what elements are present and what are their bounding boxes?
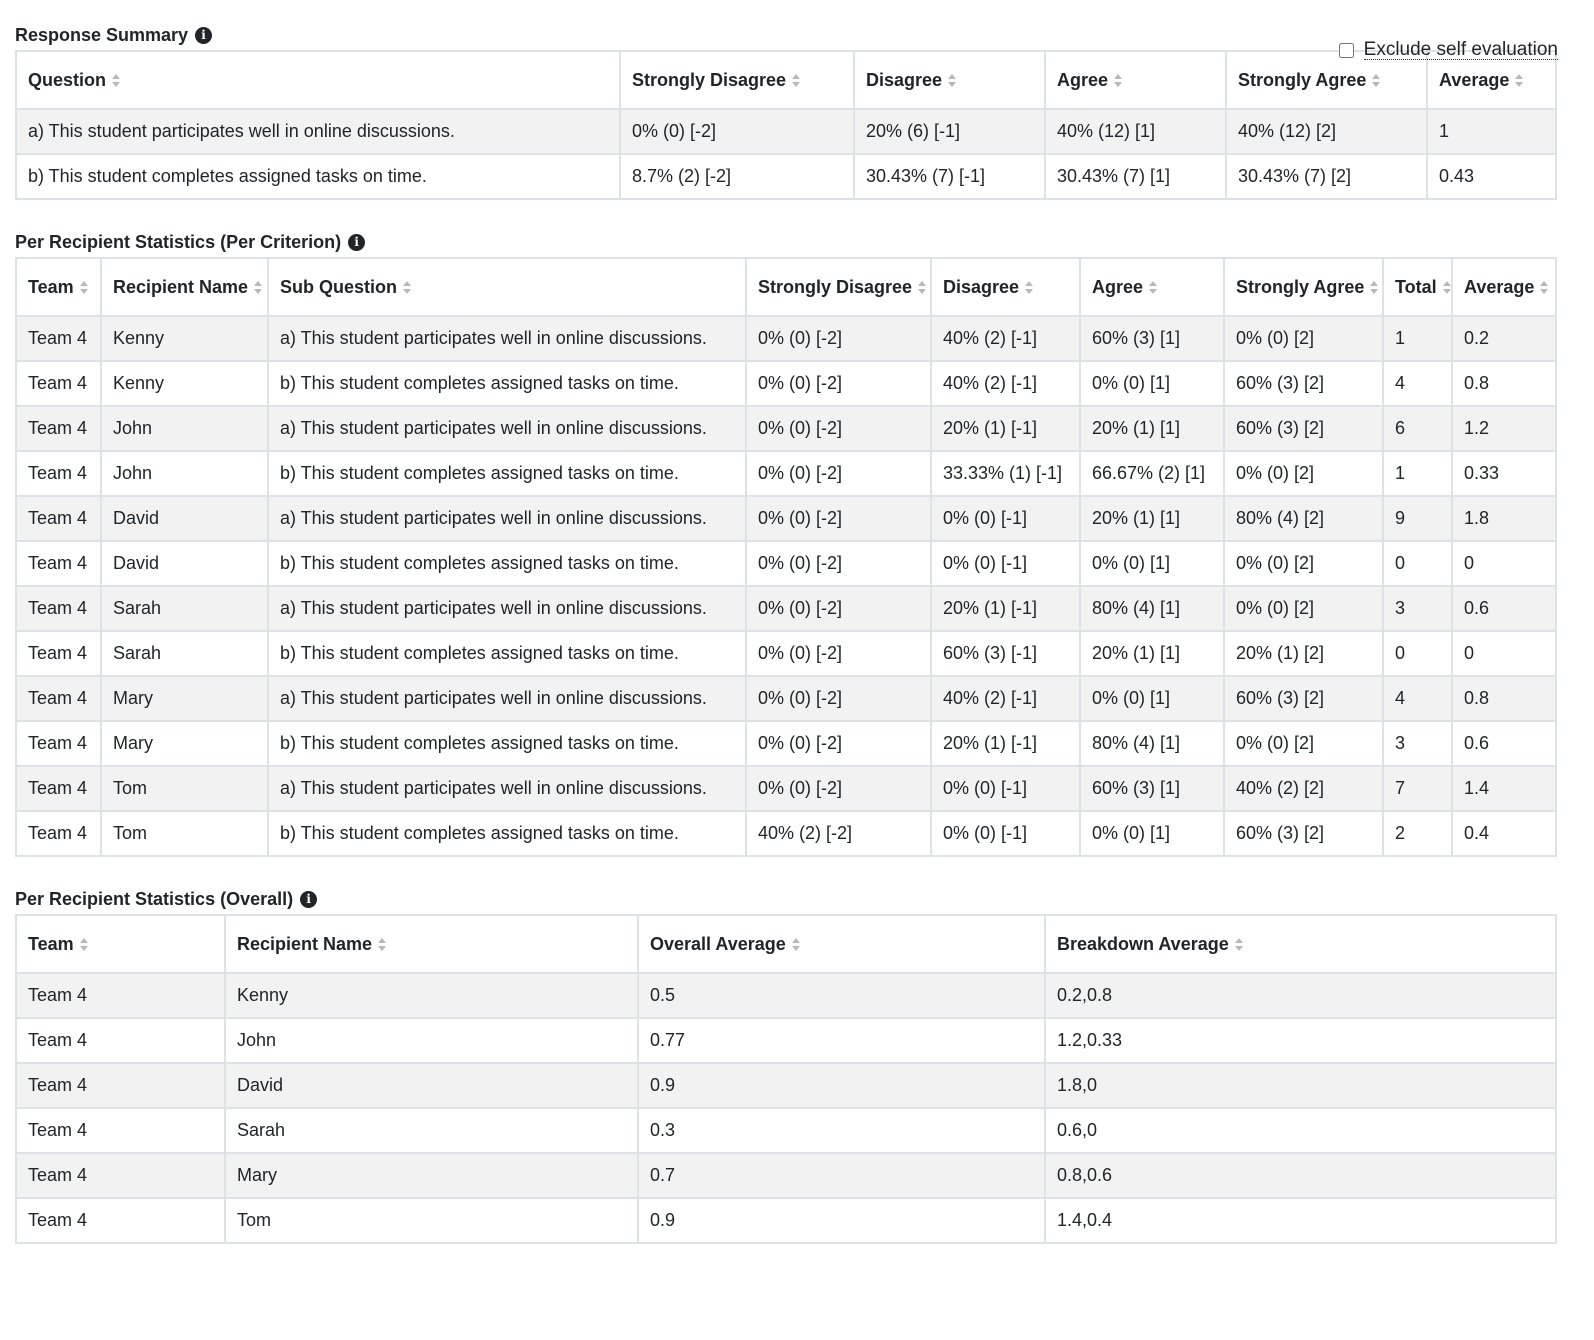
sort-icon[interactable] xyxy=(112,74,121,87)
sort-icon[interactable] xyxy=(254,281,263,294)
column-header[interactable] xyxy=(268,258,746,316)
table-cell: 9 xyxy=(1383,496,1452,541)
table-cell: 2 xyxy=(1383,811,1452,856)
column-header[interactable] xyxy=(101,258,268,316)
column-header-label: Strongly Disagree xyxy=(758,276,913,297)
sort-icon[interactable] xyxy=(948,74,957,87)
table-cell: 0.2,0.8 xyxy=(1045,973,1556,1018)
table-cell: 0% (0) [-2] xyxy=(746,721,931,766)
table-cell: Team 4 xyxy=(16,721,101,766)
sort-icon[interactable] xyxy=(1370,281,1379,294)
table-cell: 0% (0) [1] xyxy=(1080,541,1224,586)
column-header[interactable] xyxy=(1080,258,1224,316)
info-circle-icon[interactable]: i xyxy=(300,891,317,908)
table-cell: 0.6,0 xyxy=(1045,1108,1556,1153)
table-cell: a) This student participates well in online discussions. xyxy=(268,766,746,811)
table-cell: Team 4 xyxy=(16,586,101,631)
table-header-row xyxy=(16,915,1556,973)
table-cell: 1.2,0.33 xyxy=(1045,1018,1556,1063)
column-header-label: Recipient Name xyxy=(237,933,373,954)
table-cell: 0% (0) [-2] xyxy=(746,586,931,631)
table-cell: 3 xyxy=(1383,721,1452,766)
table-cell: 80% (4) [1] xyxy=(1080,586,1224,631)
table-cell: 0% (0) [1] xyxy=(1080,811,1224,856)
column-header-label: Recipient Name xyxy=(113,276,249,297)
table-cell: 0.7 xyxy=(638,1153,1045,1198)
table-cell: David xyxy=(225,1063,638,1108)
table-cell: 0% (0) [2] xyxy=(1224,316,1383,361)
column-header-label: Team xyxy=(28,933,74,954)
per-criterion-table xyxy=(15,257,1557,857)
table-cell: 3 xyxy=(1383,586,1452,631)
table-cell: 1 xyxy=(1383,316,1452,361)
table-row xyxy=(16,811,1556,856)
table-cell: John xyxy=(101,451,268,496)
sort-icon[interactable] xyxy=(378,938,387,951)
table-cell: 6 xyxy=(1383,406,1452,451)
table-cell: Team 4 xyxy=(16,406,101,451)
table-cell: Team 4 xyxy=(16,316,101,361)
column-header-label: Average xyxy=(1464,276,1535,297)
table-row xyxy=(16,676,1556,721)
table-cell: 40% (12) [2] xyxy=(1226,109,1427,154)
table-cell: Tom xyxy=(101,811,268,856)
table-cell: 0.8 xyxy=(1452,676,1556,721)
table-cell: 20% (1) [-1] xyxy=(931,406,1080,451)
table-cell: David xyxy=(101,496,268,541)
table-body xyxy=(16,316,1556,856)
sort-icon[interactable] xyxy=(80,281,89,294)
table-cell: 60% (3) [2] xyxy=(1224,361,1383,406)
table-cell: Kenny xyxy=(101,316,268,361)
table-cell: 66.67% (2) [1] xyxy=(1080,451,1224,496)
table-cell: a) This student participates well in online discussions. xyxy=(268,496,746,541)
table-cell: Kenny xyxy=(225,973,638,1018)
sort-icon[interactable] xyxy=(1025,281,1034,294)
table-cell: b) This student completes assigned tasks on time. xyxy=(16,154,620,199)
sort-icon[interactable] xyxy=(918,281,927,294)
column-header[interactable] xyxy=(1224,258,1383,316)
table-row xyxy=(16,766,1556,811)
table-cell: a) This student participates well in online discussions. xyxy=(268,316,746,361)
table-cell: 40% (2) [-1] xyxy=(931,361,1080,406)
exclude-self-evaluation-checkbox[interactable] xyxy=(1339,43,1354,58)
column-header-label: Total xyxy=(1395,276,1437,297)
table-cell: 0% (0) [2] xyxy=(1224,451,1383,496)
table-cell: 0.3 xyxy=(638,1108,1045,1153)
table-cell: Kenny xyxy=(101,361,268,406)
table-cell: a) This student participates well in online discussions. xyxy=(268,676,746,721)
table-row xyxy=(16,451,1556,496)
table-cell: Mary xyxy=(101,676,268,721)
table-cell: 1 xyxy=(1383,451,1452,496)
table-cell: 0% (0) [-2] xyxy=(746,451,931,496)
table-row xyxy=(16,496,1556,541)
table-cell: 20% (1) [-1] xyxy=(931,721,1080,766)
table-row xyxy=(16,1063,1556,1108)
table-cell: 0% (0) [-2] xyxy=(746,766,931,811)
table-cell: a) This student participates well in online discussions. xyxy=(16,109,620,154)
table-cell: 1.4 xyxy=(1452,766,1556,811)
column-header[interactable] xyxy=(225,915,638,973)
sort-icon[interactable] xyxy=(792,74,801,87)
table-cell: Team 4 xyxy=(16,1108,225,1153)
table-row xyxy=(16,406,1556,451)
table-cell: 60% (3) [2] xyxy=(1224,811,1383,856)
table-cell: John xyxy=(225,1018,638,1063)
table-cell: 60% (3) [2] xyxy=(1224,406,1383,451)
table-cell: 0.8,0.6 xyxy=(1045,1153,1556,1198)
table-cell: Team 4 xyxy=(16,451,101,496)
table-cell: 0.33 xyxy=(1452,451,1556,496)
table-header-row xyxy=(16,51,1556,109)
table-cell: 7 xyxy=(1383,766,1452,811)
column-header[interactable] xyxy=(1045,915,1556,973)
table-cell: a) This student participates well in online discussions. xyxy=(268,406,746,451)
table-row xyxy=(16,1018,1556,1063)
sort-icon[interactable] xyxy=(1540,281,1549,294)
column-header[interactable] xyxy=(1383,258,1452,316)
table-cell: 0% (0) [-2] xyxy=(620,109,854,154)
table-cell: 0 xyxy=(1452,631,1556,676)
table-cell: 30.43% (7) [2] xyxy=(1226,154,1427,199)
column-header[interactable] xyxy=(16,915,225,973)
overall-table xyxy=(15,914,1557,1244)
table-cell: 60% (3) [2] xyxy=(1224,676,1383,721)
sort-icon[interactable] xyxy=(1515,74,1524,87)
column-header-label: Agree xyxy=(1057,69,1109,90)
table-cell: 0.9 xyxy=(638,1063,1045,1108)
table-cell: 0.77 xyxy=(638,1018,1045,1063)
table-body xyxy=(16,973,1556,1243)
table-cell: 0% (0) [-2] xyxy=(746,676,931,721)
table-cell: 0% (0) [-1] xyxy=(931,541,1080,586)
column-header-label: Question xyxy=(28,69,107,90)
table-cell: 0.9 xyxy=(638,1198,1045,1243)
table-cell: 0% (0) [-1] xyxy=(931,766,1080,811)
column-header-label: Sub Question xyxy=(280,276,397,297)
section-title-text: Response Summary xyxy=(15,24,189,45)
column-header-label: Disagree xyxy=(943,276,1020,297)
table-cell: Team 4 xyxy=(16,1063,225,1108)
info-circle-icon[interactable]: i xyxy=(195,27,212,44)
table-cell: Team 4 xyxy=(16,1153,225,1198)
table-cell: 0.4 xyxy=(1452,811,1556,856)
table-cell: 20% (1) [2] xyxy=(1224,631,1383,676)
table-cell: Team 4 xyxy=(16,541,101,586)
table-cell: 0% (0) [1] xyxy=(1080,676,1224,721)
table-cell: Team 4 xyxy=(16,1018,225,1063)
table-cell: Team 4 xyxy=(16,973,225,1018)
table-cell: 30.43% (7) [-1] xyxy=(854,154,1045,199)
table-cell: 0% (0) [2] xyxy=(1224,586,1383,631)
table-cell: David xyxy=(101,541,268,586)
table-cell: 40% (2) [-1] xyxy=(931,316,1080,361)
table-row xyxy=(16,154,1556,199)
table-cell: b) This student completes assigned tasks on time. xyxy=(268,811,746,856)
table-cell: 20% (1) [1] xyxy=(1080,496,1224,541)
table-row xyxy=(16,1153,1556,1198)
table-cell: John xyxy=(101,406,268,451)
table-cell: 0% (0) [-2] xyxy=(746,361,931,406)
table-cell: 1.4,0.4 xyxy=(1045,1198,1556,1243)
per-criterion-title xyxy=(15,231,1579,253)
page xyxy=(0,24,1594,1244)
column-header-label: Team xyxy=(28,276,74,297)
info-circle-icon[interactable]: i xyxy=(348,234,365,251)
table-row xyxy=(16,361,1556,406)
column-header-label: Overall Average xyxy=(650,933,786,954)
table-cell: Team 4 xyxy=(16,811,101,856)
column-header[interactable] xyxy=(746,258,931,316)
table-cell: Sarah xyxy=(101,631,268,676)
table-cell: 0% (0) [-2] xyxy=(746,541,931,586)
table-cell: 0% (0) [2] xyxy=(1224,541,1383,586)
table-cell: 1.2 xyxy=(1452,406,1556,451)
table-cell: 0% (0) [-2] xyxy=(746,406,931,451)
table-row xyxy=(16,973,1556,1018)
table-row xyxy=(16,1198,1556,1243)
table-row xyxy=(16,721,1556,766)
sort-icon[interactable] xyxy=(1443,281,1452,294)
table-cell: b) This student completes assigned tasks on time. xyxy=(268,541,746,586)
table-cell: 40% (2) [-2] xyxy=(746,811,931,856)
column-header-label: Strongly Agree xyxy=(1236,276,1365,297)
table-row xyxy=(16,631,1556,676)
table-cell: 0 xyxy=(1452,541,1556,586)
table-cell: 20% (1) [1] xyxy=(1080,631,1224,676)
response-summary-table xyxy=(15,50,1557,200)
table-cell: 0% (0) [-2] xyxy=(746,631,931,676)
table-cell: 0% (0) [-1] xyxy=(931,496,1080,541)
column-header[interactable] xyxy=(854,51,1045,109)
table-cell: 60% (3) [1] xyxy=(1080,766,1224,811)
table-cell: 0.43 xyxy=(1427,154,1556,199)
table-cell: Tom xyxy=(101,766,268,811)
column-header[interactable] xyxy=(16,258,101,316)
table-cell: 80% (4) [2] xyxy=(1224,496,1383,541)
table-cell: b) This student completes assigned tasks on time. xyxy=(268,451,746,496)
table-row xyxy=(16,541,1556,586)
exclude-self-evaluation-toggle[interactable] xyxy=(1339,40,1558,60)
table-cell: 1.8 xyxy=(1452,496,1556,541)
sort-icon[interactable] xyxy=(1372,74,1381,87)
exclude-self-evaluation-label: Exclude self evaluation xyxy=(1363,39,1558,60)
table-cell: 0% (0) [-1] xyxy=(931,811,1080,856)
table-cell: 8.7% (2) [-2] xyxy=(620,154,854,199)
column-header[interactable] xyxy=(1452,258,1556,316)
table-cell: 0 xyxy=(1383,541,1452,586)
table-cell: 20% (1) [-1] xyxy=(931,586,1080,631)
table-cell: 20% (1) [1] xyxy=(1080,406,1224,451)
table-cell: Sarah xyxy=(225,1108,638,1153)
column-header-label: Agree xyxy=(1092,276,1144,297)
table-cell: 0% (0) [1] xyxy=(1080,361,1224,406)
table-cell: 30.43% (7) [1] xyxy=(1045,154,1226,199)
table-row xyxy=(16,586,1556,631)
table-cell: 0% (0) [-2] xyxy=(746,316,931,361)
table-header-row xyxy=(16,258,1556,316)
column-header-label: Strongly Disagree xyxy=(632,69,787,90)
column-header[interactable] xyxy=(931,258,1080,316)
table-cell: Team 4 xyxy=(16,361,101,406)
table-cell: a) This student participates well in online discussions. xyxy=(268,586,746,631)
table-cell: 60% (3) [1] xyxy=(1080,316,1224,361)
table-cell: 0% (0) [-2] xyxy=(746,496,931,541)
table-cell: b) This student completes assigned tasks on time. xyxy=(268,721,746,766)
sort-icon[interactable] xyxy=(1149,281,1158,294)
table-cell: 4 xyxy=(1383,361,1452,406)
table-cell: Team 4 xyxy=(16,631,101,676)
column-header-label: Breakdown Average xyxy=(1057,933,1229,954)
column-header[interactable] xyxy=(638,915,1045,973)
table-body xyxy=(16,109,1556,199)
table-cell: 4 xyxy=(1383,676,1452,721)
table-row xyxy=(16,109,1556,154)
column-header-label: Strongly Agree xyxy=(1238,69,1367,90)
sort-icon[interactable] xyxy=(1114,74,1123,87)
table-cell: Tom xyxy=(225,1198,638,1243)
table-cell: 20% (6) [-1] xyxy=(854,109,1045,154)
table-cell: 0% (0) [2] xyxy=(1224,721,1383,766)
sort-icon[interactable] xyxy=(80,938,89,951)
table-cell: b) This student completes assigned tasks on time. xyxy=(268,361,746,406)
column-header[interactable] xyxy=(16,51,620,109)
table-cell: 0.6 xyxy=(1452,721,1556,766)
table-cell: Mary xyxy=(101,721,268,766)
column-header[interactable] xyxy=(1045,51,1226,109)
table-cell: 40% (2) [2] xyxy=(1224,766,1383,811)
table-cell: 0 xyxy=(1383,631,1452,676)
table-cell: Team 4 xyxy=(16,496,101,541)
table-cell: 33.33% (1) [-1] xyxy=(931,451,1080,496)
sort-icon[interactable] xyxy=(403,281,412,294)
table-cell: Mary xyxy=(225,1153,638,1198)
overall-title xyxy=(15,888,1579,910)
table-cell: Team 4 xyxy=(16,676,101,721)
table-cell: 80% (4) [1] xyxy=(1080,721,1224,766)
table-row xyxy=(16,1108,1556,1153)
table-cell: Sarah xyxy=(101,586,268,631)
table-cell: b) This student completes assigned tasks on time. xyxy=(268,631,746,676)
table-cell: 1.8,0 xyxy=(1045,1063,1556,1108)
table-row xyxy=(16,316,1556,361)
table-cell: 40% (12) [1] xyxy=(1045,109,1226,154)
table-cell: 40% (2) [-1] xyxy=(931,676,1080,721)
table-cell: 0.2 xyxy=(1452,316,1556,361)
table-cell: Team 4 xyxy=(16,1198,225,1243)
section-title-text: Per Recipient Statistics (Overall) xyxy=(15,888,294,909)
table-cell: 60% (3) [-1] xyxy=(931,631,1080,676)
table-cell: 1 xyxy=(1427,109,1556,154)
column-header-label: Average xyxy=(1439,69,1510,90)
table-cell: 0.6 xyxy=(1452,586,1556,631)
column-header[interactable] xyxy=(620,51,854,109)
section-title-text: Per Recipient Statistics (Per Criterion) xyxy=(15,231,342,252)
sort-icon[interactable] xyxy=(792,938,801,951)
table-cell: 0.8 xyxy=(1452,361,1556,406)
table-cell: 0.5 xyxy=(638,973,1045,1018)
sort-icon[interactable] xyxy=(1235,938,1244,951)
table-cell: Team 4 xyxy=(16,766,101,811)
column-header-label: Disagree xyxy=(866,69,943,90)
